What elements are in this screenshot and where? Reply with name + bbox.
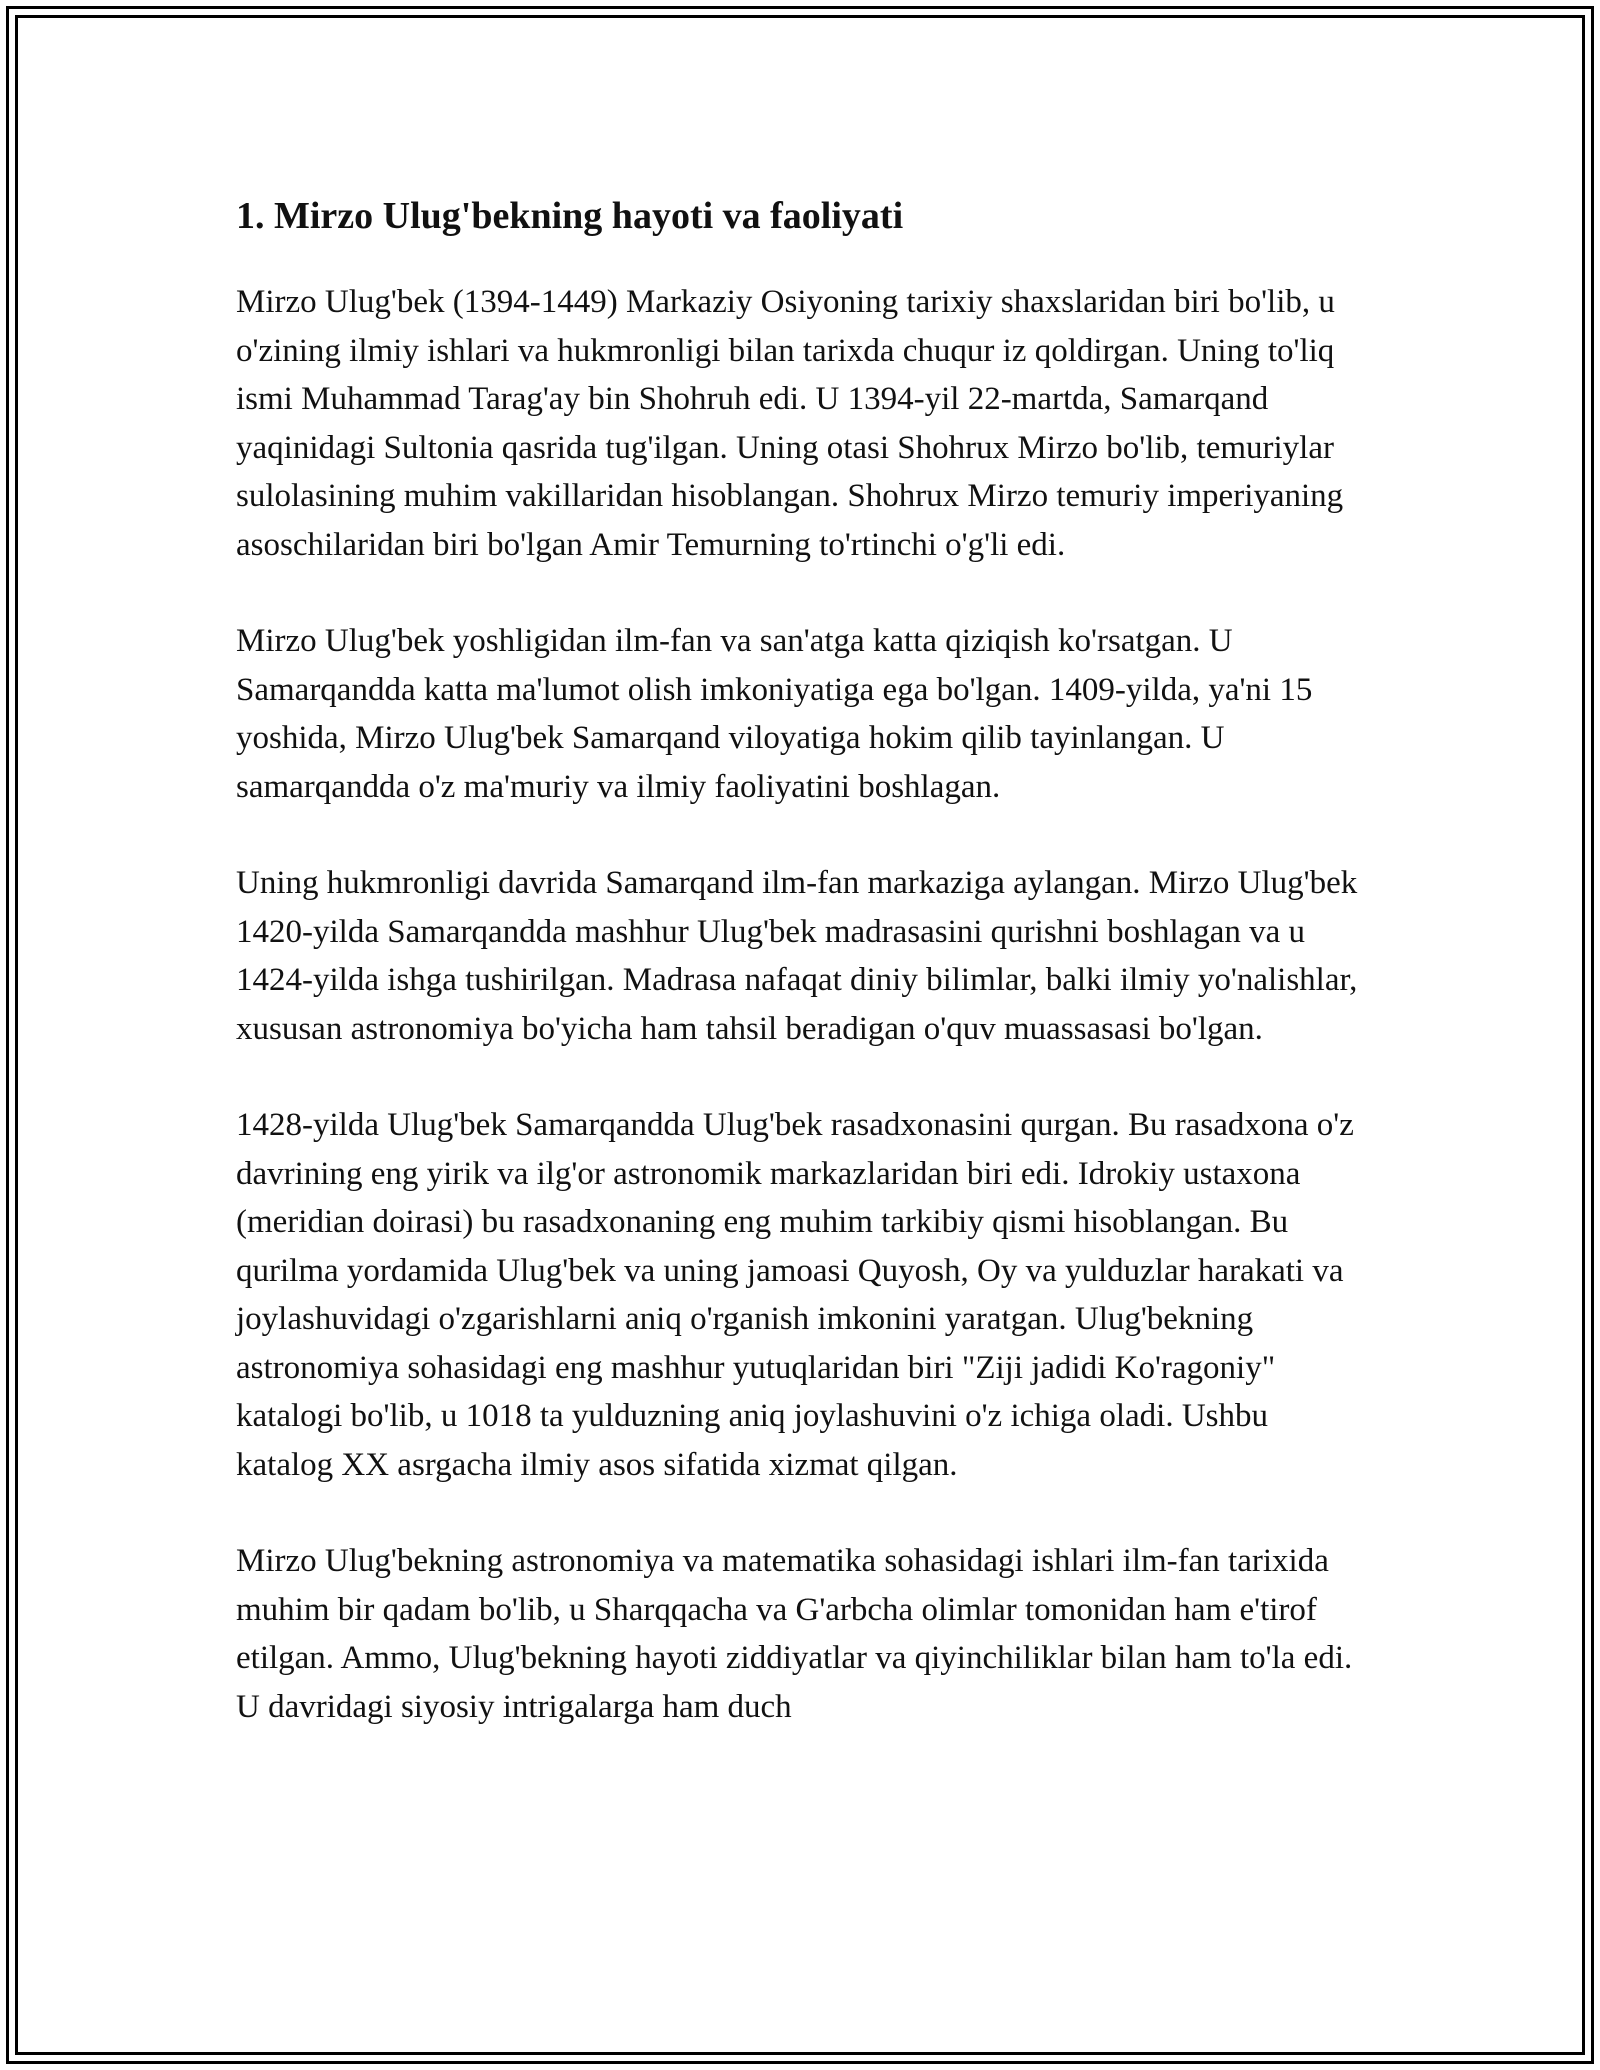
document-body (236, 180, 1371, 1779)
paragraph-5: Mirzo Ulug'bekning astronomiya va matematika sohasidagi ishlari ilm-fan tarixida muhim bir qadam bo'lib, u Sharqqacha va G'arbcha olimlar tomonidan ham e'tirof etilgan. Ammo, Ulug'bekning hayoti ziddiyatlar va qiyinchiliklar bilan ham to'la edi. U davridagi siyosiy intrigalarga ham duch (236, 1543, 1353, 1725)
section-heading: 1. Mirzo Ulug'bekning hayoti va faoliyati (236, 195, 904, 237)
paragraph-4: 1428-yilda Ulug'bek Samarqandda Ulug'bek rasadxonasini qurgan. Bu rasadxona o'z davrining eng yirik va ilg'or astronomik markazlaridan biri edi. Idrokiy ustaxona (meridian doirasi) bu rasadxonaning eng muhim tarkibiy qismi hisoblangan. Bu qurilma yordamida Ulug'bek va uning jamoasi Quyosh, Oy va yulduzlar harakati va joylashuvidagi o'zgarishlarni aniq o'rganish imkonini yaratgan. Ulug'bekning astronomiya sohasidagi eng mashhur yutuqlaridan biri "Ziji jadidi Ko'ragoniy" katalogi bo'lib, u 1018 ta yulduzning aniq joylashuvini o'z ichiga oladi. Ushbu katalog XX asrgacha ilmiy asos sifatida xizmat qilgan. (236, 1107, 1354, 1483)
paragraph-2: Mirzo Ulug'bek yoshligidan ilm-fan va san'atga katta qiziqish ko'rsatgan. U Samarqandda katta ma'lumot olish imkoniyatiga ega bo'lgan. 1409-yilda, ya'ni 15 yoshida, Mirzo Ulug'bek Samarqand viloyatiga hokim qilib tayinlangan. U samarqandda o'z ma'muriy va ilmiy faoliyatini boshlagan. (236, 623, 1313, 805)
paragraph-3: Uning hukmronligi davrida Samarqand ilm-fan markaziga aylangan. Mirzo Ulug'bek 1420-yilda Samarqandda mashhur Ulug'bek madrasasini qurishni boshlagan va u 1424-yilda ishga tushirilgan. Madrasa nafaqat diniy bilimlar, balki ilmiy yo'nalishlar, xususan astronomiya bo'yicha ham tahsil beradigan o'quv muassasasi bo'lgan. (236, 865, 1358, 1047)
paragraph-1: Mirzo Ulug'bek (1394-1449) Markaziy Osiyoning tarixiy shaxslaridan biri bo'lib, u o'zining ilmiy ishlari va hukmronligi bilan tarixda chuqur iz qoldirgan. Uning to'liq ismi Muhammad Tarag'ay bin Shohruh edi. U 1394-yil 22-martda, Samarqand yaqinidagi Sultonia qasrida tug'ilgan. Uning otasi Shohrux Mirzo bo'lib, temuriylar sulolasining muhim vakillaridan hisoblangan. Shohrux Mirzo temuriy imperiyaning asoschilaridan biri bo'lgan Amir Temurning to'rtinchi o'g'li edi. (236, 284, 1344, 563)
